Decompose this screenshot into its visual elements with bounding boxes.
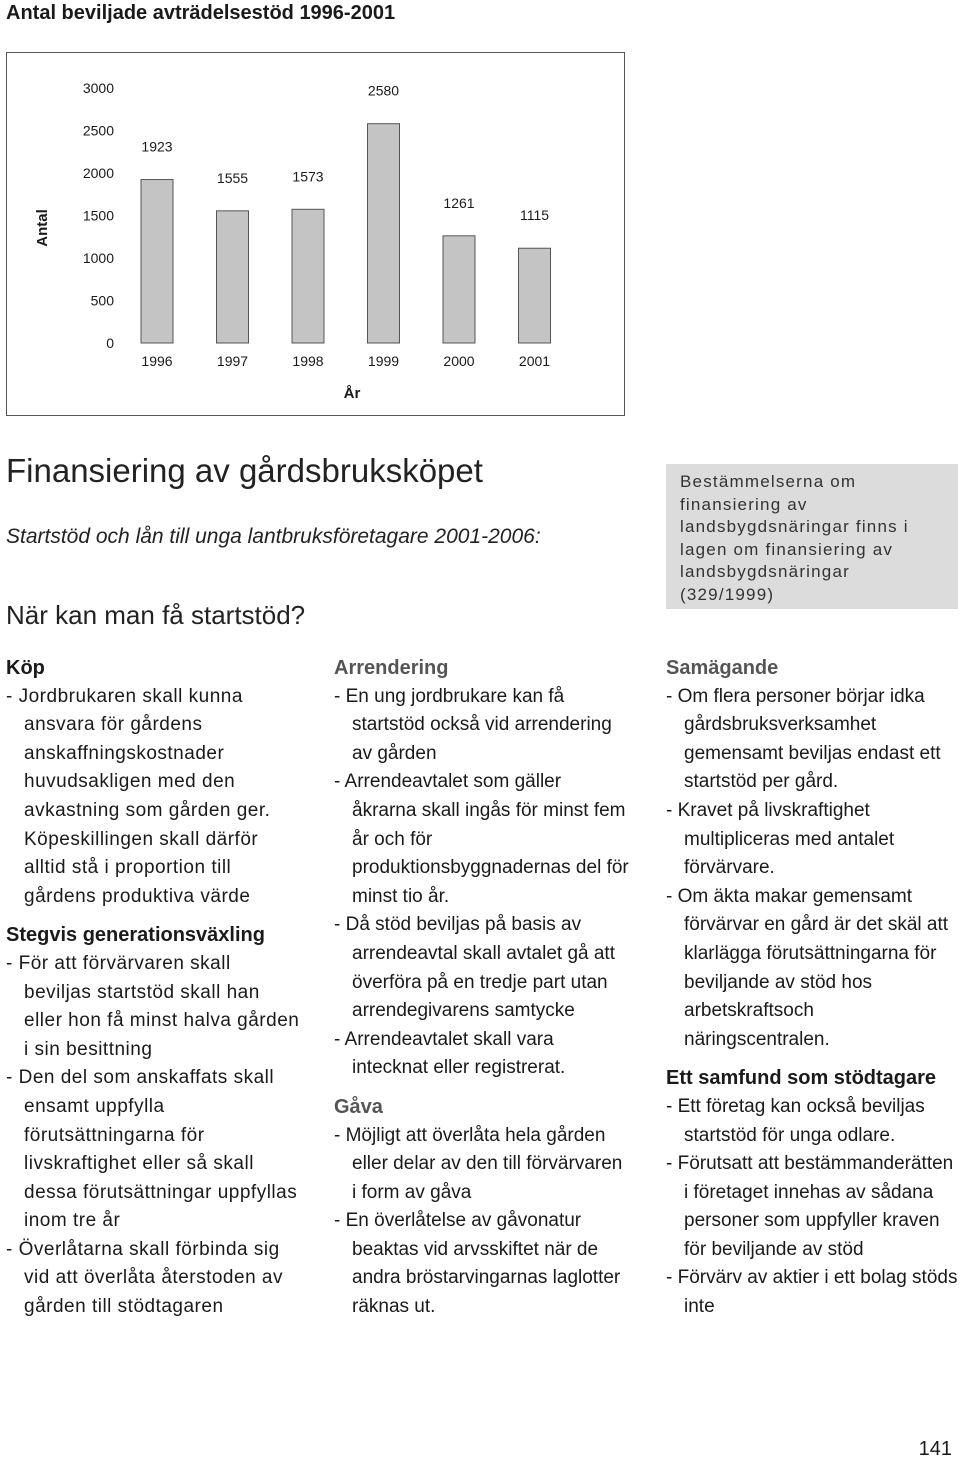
- list-item: - Då stöd beviljas på basis av arrendeavtal skall avtalet gå att överföra på en tredje part utan arrendegivarens samtycke: [334, 914, 615, 1022]
- list-item: - Överlåtarna skall förbinda sig vid att överlåta återstoden av gården till stödtagaren: [6, 1238, 283, 1318]
- info-box: Bestämmelserna om finansiering av landsbygdsnäringar finns i lagen om finansiering av landsbygdsnäringar (329/1999): [666, 464, 958, 609]
- list-item: - Arrendeavtalet som gäller åkrarna skall ingås för minst fem år och för produktionsbyggnadernas del för minst tio år.: [334, 771, 629, 907]
- section-heading: Köp: [6, 657, 45, 679]
- column-right: [666, 654, 960, 1322]
- list-item: - Ett företag kan också beviljas startstöd för unga odlare.: [666, 1095, 925, 1146]
- bar-chart-svg: [7, 53, 626, 417]
- list-item: - Arrendeavtalet skall vara intecknat eller registrerat.: [334, 1028, 566, 1079]
- list-item: - Om flera personer börjar idka gårdsbruksverksamhet gemensamt beviljas endast ett startstöd per gård.: [666, 685, 941, 793]
- bar: [519, 248, 551, 343]
- bar: [443, 236, 475, 343]
- section-samfund: [666, 1064, 960, 1321]
- y-tick-label: 1000: [82, 250, 114, 266]
- section-samagande: [666, 654, 960, 1054]
- y-tick-label: 2500: [82, 122, 114, 139]
- y-axis-label: Antal: [34, 209, 51, 247]
- y-tick-label: 2000: [82, 165, 114, 181]
- bar: [292, 209, 324, 343]
- list-item: - Förutsatt att bestämmanderätten i företaget innehas av sådana personer som uppfyller kraven för beviljande av stöd: [666, 1153, 954, 1260]
- page-subtitle: Startstöd och lån till unga lantbruksföretagare 2001-2006:: [6, 525, 541, 548]
- section-heading: Gåva: [334, 1095, 383, 1118]
- bar: [141, 180, 173, 343]
- chart-title: Antal beviljade avträdelsestöd 1996-2001: [6, 2, 396, 24]
- list-item: - Jordbrukaren skall kunna ansvara för gårdens anskaffningskostnader huvudsakligen med den avkastning som gården ger. Köpeskillingen skall därför alltid stå i proportion till gårdens produktiva värde: [6, 685, 271, 907]
- data-label: 1923: [141, 138, 173, 155]
- x-axis-label: År: [343, 385, 361, 402]
- list-item: - Den del som anskaffats skall ensamt uppfylla förutsättningarna för livskraftighet eller så skall dessa förutsättningar uppfyllas inom tre år: [6, 1067, 298, 1232]
- y-tick-label: 3000: [82, 80, 114, 96]
- y-tick-label: 500: [90, 292, 114, 309]
- page-title: Finansiering av gårdsbruksköpet: [6, 452, 483, 489]
- x-tick-label: 1998: [292, 353, 324, 369]
- section-stegvis-generationsvaxling: [6, 921, 302, 1321]
- list-item: - Möjligt att överlåta hela gården eller delar av den till förvärvaren i form av gåva: [334, 1124, 623, 1203]
- list-item: - En överlåtelse av gåvonatur beaktas vid arvsskiftet när de andra bröstarvingarnas laglotter räknas ut.: [334, 1210, 621, 1318]
- bar: [368, 124, 400, 343]
- y-tick-label: 0: [106, 335, 114, 351]
- data-label: 1261: [443, 194, 475, 211]
- section-heading: Samägande: [666, 657, 779, 679]
- list-item: - Förvärv av aktier i ett bolag stöds inte: [666, 1267, 958, 1318]
- y-tick-label: 1500: [82, 207, 114, 224]
- data-label: 1573: [292, 168, 324, 185]
- x-tick-label: 1997: [216, 353, 249, 369]
- x-tick-label: 1999: [367, 353, 400, 369]
- list-item: - Om äkta makar gemensamt förvärvar en gård är det skäl att klarlägga förutsättningarna för beviljande av stöd hos arbetskraftsoch näringscentralen.: [666, 885, 949, 1050]
- list-item: - För att förvärvaren skall beviljas startstöd skall han eller hon få minst halva gården i sin besittning: [6, 952, 300, 1060]
- data-label: 1555: [216, 169, 249, 186]
- list-item: - En ung jordbrukare kan få startstöd också vid arrendering av gården: [334, 685, 612, 764]
- x-tick-label: 2000: [443, 353, 475, 369]
- page-number: 141: [918, 1438, 952, 1460]
- x-tick-label: 2001: [518, 353, 551, 369]
- column-left: [6, 654, 302, 1322]
- x-tick-label: 1996: [141, 353, 173, 369]
- list-item: - Kravet på livskraftighet multipliceras med antalet förvärvare.: [666, 799, 895, 879]
- section-gava: [334, 1093, 630, 1322]
- bar-chart: [6, 52, 625, 416]
- section-heading: Arrendering: [334, 657, 449, 679]
- data-label: 2580: [367, 82, 400, 99]
- section-arrendering: [334, 654, 630, 1083]
- data-label: 1115: [519, 207, 550, 224]
- section-kop: [6, 654, 302, 911]
- section-question: När kan man få startstöd?: [6, 600, 306, 630]
- bar: [217, 211, 249, 343]
- section-heading: Ett samfund som stödtagare: [666, 1067, 937, 1090]
- column-middle: [334, 654, 630, 1322]
- section-heading: Stegvis generationsväxling: [6, 924, 265, 947]
